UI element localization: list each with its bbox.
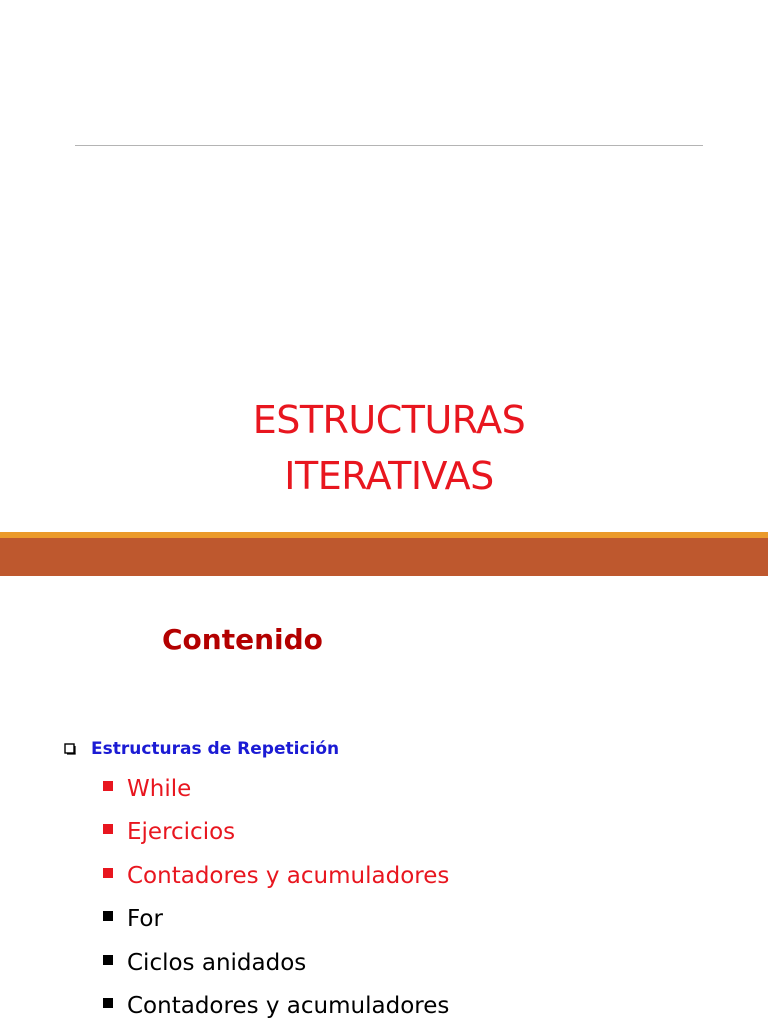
section-label: Estructuras de Repetición	[91, 739, 340, 759]
content-heading: Contenido	[162, 623, 323, 656]
topic-list	[103, 767, 449, 1024]
slide-separator-band	[0, 538, 768, 576]
topic-label: While	[127, 775, 192, 802]
slide-title	[0, 392, 768, 504]
topic-item	[103, 767, 449, 811]
slide-title-line-2: ITERATIVAS	[284, 454, 494, 498]
square-bullet-icon	[103, 955, 113, 965]
topic-item	[103, 941, 449, 985]
topic-label: For	[127, 906, 163, 933]
slide-title-line-1: ESTRUCTURAS	[252, 398, 526, 442]
square-bullet-icon	[103, 824, 113, 834]
square-bullet-icon	[103, 998, 113, 1008]
topic-item	[103, 898, 449, 942]
square-bullet-icon	[103, 911, 113, 921]
hollow-square-bullet-icon	[64, 743, 76, 755]
topic-label: Ejercicios	[127, 819, 236, 846]
topic-label: Contadores y acumuladores	[127, 862, 450, 889]
topic-label: Contadores y acumuladores	[127, 993, 450, 1020]
square-bullet-icon	[103, 868, 113, 878]
square-bullet-icon	[103, 781, 113, 791]
section-item	[64, 736, 339, 762]
top-divider-line	[75, 145, 703, 146]
topic-item	[103, 854, 449, 898]
topic-item	[103, 811, 449, 855]
topic-item	[103, 985, 449, 1024]
topic-label: Ciclos anidados	[127, 949, 307, 976]
